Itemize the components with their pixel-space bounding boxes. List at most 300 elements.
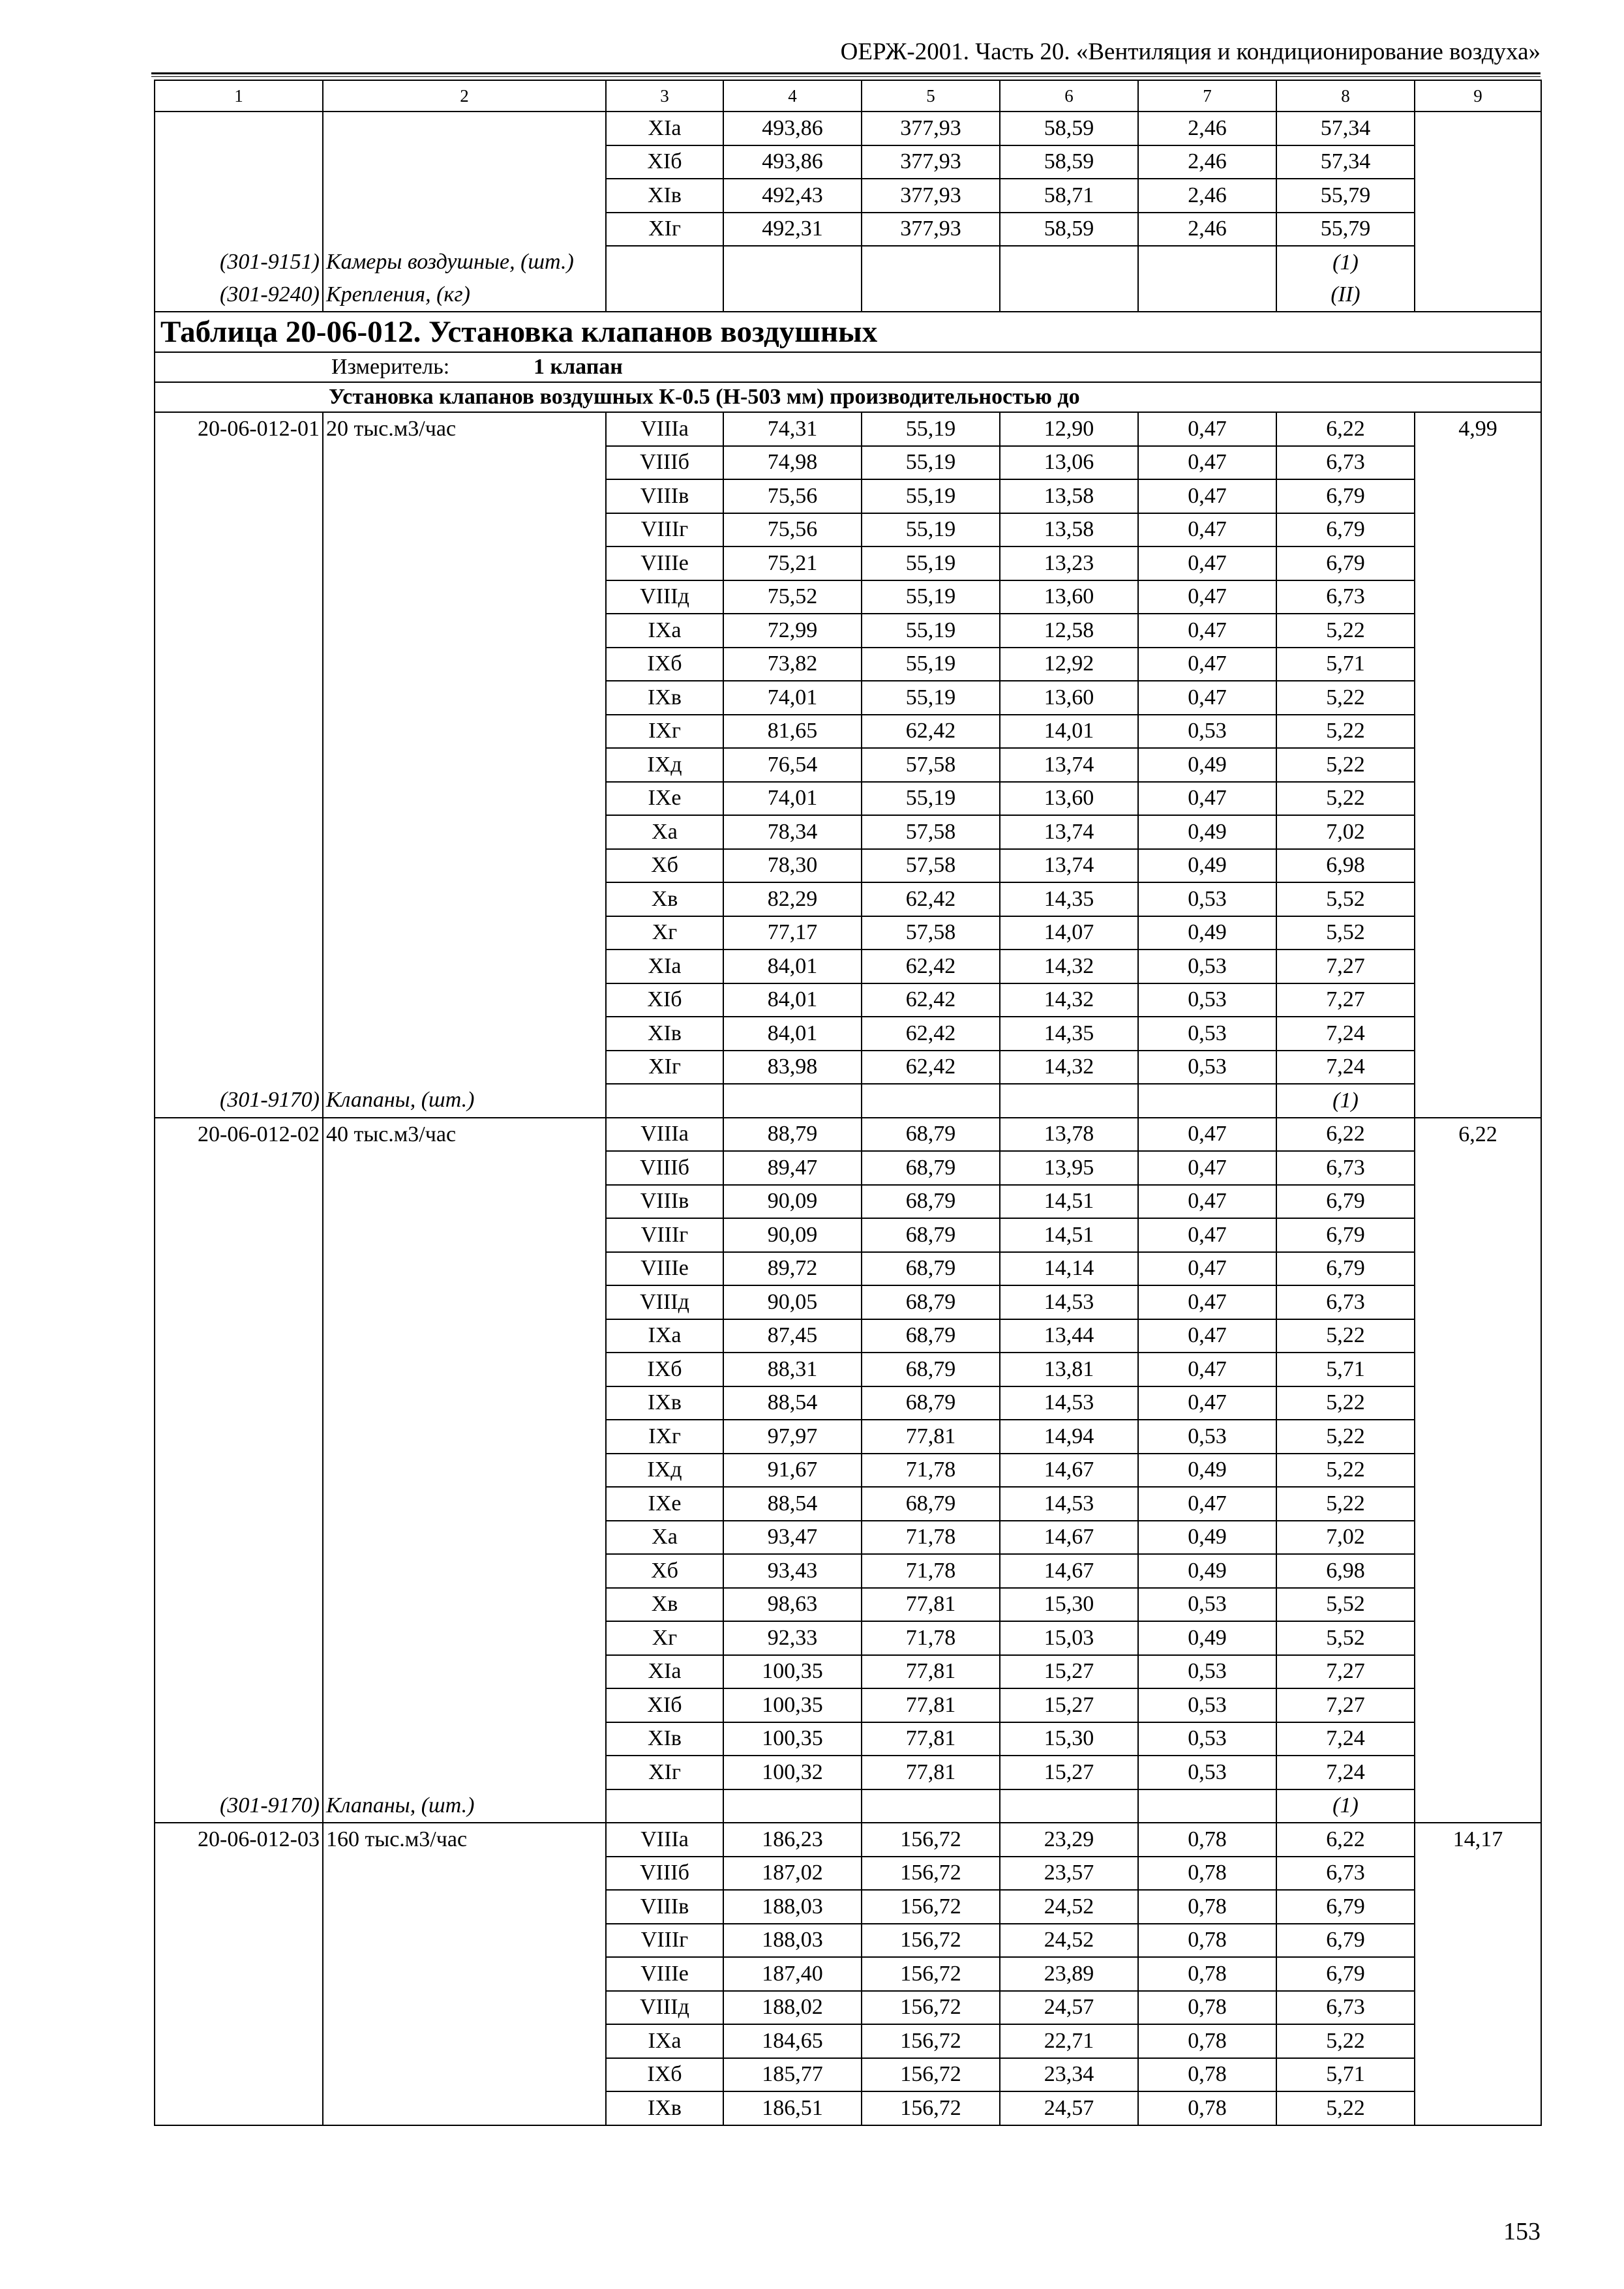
value-cell bbox=[1415, 1386, 1541, 1420]
value-cell: 6,79 bbox=[1276, 1890, 1415, 1924]
value-cell: 0,53 bbox=[1138, 950, 1276, 983]
code-cell: 20-06-012-01 bbox=[155, 412, 323, 446]
page-number: 153 bbox=[1503, 2218, 1541, 2245]
value-cell: 98,63 bbox=[723, 1588, 862, 1622]
value-cell bbox=[1415, 1588, 1541, 1622]
value-cell: 0,47 bbox=[1138, 1252, 1276, 1286]
value-cell: 24,52 bbox=[1000, 1890, 1138, 1924]
value-cell: 156,72 bbox=[862, 1924, 1000, 1958]
name-cell bbox=[323, 1017, 606, 1051]
zone-cell: XIг bbox=[606, 213, 723, 247]
value-cell: 2,46 bbox=[1138, 145, 1276, 179]
value-cell: 14,67 bbox=[1000, 1454, 1138, 1488]
material-name: Клапаны, (шт.) bbox=[323, 1084, 606, 1118]
material-name: Крепления, (кг) bbox=[323, 279, 606, 312]
meter-label: Измеритель: bbox=[331, 355, 450, 379]
value-cell: 0,53 bbox=[1138, 1722, 1276, 1756]
value-cell bbox=[1415, 179, 1541, 213]
table-row bbox=[155, 1185, 1541, 1219]
zone-cell: XIб bbox=[606, 983, 723, 1017]
name-cell bbox=[323, 782, 606, 816]
table-row bbox=[155, 1118, 1541, 1152]
value-cell bbox=[1415, 1521, 1541, 1555]
value-cell: 71,78 bbox=[862, 1521, 1000, 1555]
code-cell bbox=[155, 1655, 323, 1689]
value-cell bbox=[1415, 112, 1541, 145]
code-cell bbox=[155, 648, 323, 681]
name-cell bbox=[323, 1521, 606, 1555]
value-cell: 23,57 bbox=[1000, 1857, 1138, 1891]
zone-cell: XIa bbox=[606, 112, 723, 145]
table-row bbox=[155, 1957, 1541, 1991]
value-cell: 6,73 bbox=[1276, 1857, 1415, 1891]
name-cell bbox=[323, 916, 606, 950]
material-qty: (II) bbox=[1276, 279, 1415, 312]
value-cell: 0,53 bbox=[1138, 1051, 1276, 1085]
value-cell: 24,57 bbox=[1000, 2091, 1138, 2125]
name-cell bbox=[323, 580, 606, 614]
name-cell bbox=[323, 112, 606, 145]
value-cell: 55,79 bbox=[1276, 213, 1415, 247]
value-cell: 0,49 bbox=[1138, 748, 1276, 782]
zone-cell: IXe bbox=[606, 1487, 723, 1521]
value-cell: 62,42 bbox=[862, 1051, 1000, 1085]
table-row bbox=[155, 1252, 1541, 1286]
table-row bbox=[155, 1051, 1541, 1085]
code-cell bbox=[155, 446, 323, 480]
material-code: (301-9240) bbox=[155, 279, 323, 312]
value-cell: 58,59 bbox=[1000, 112, 1138, 145]
name-cell bbox=[323, 2091, 606, 2125]
empty-cell bbox=[1415, 246, 1541, 279]
value-cell: 5,22 bbox=[1276, 748, 1415, 782]
table-row bbox=[155, 715, 1541, 749]
value-cell: 93,47 bbox=[723, 1521, 862, 1555]
zone-cell: VIIIд bbox=[606, 1285, 723, 1319]
value-cell: 14,53 bbox=[1000, 1487, 1138, 1521]
empty-cell bbox=[723, 1084, 862, 1118]
value-cell: 23,89 bbox=[1000, 1957, 1138, 1991]
table-row bbox=[155, 213, 1541, 247]
name-cell bbox=[323, 1386, 606, 1420]
value-cell bbox=[1415, 1185, 1541, 1219]
value-cell: 0,78 bbox=[1138, 2091, 1276, 2125]
value-cell bbox=[1415, 815, 1541, 849]
zone-cell: IXг bbox=[606, 715, 723, 749]
zone-cell: Xб bbox=[606, 849, 723, 883]
value-cell bbox=[1415, 1655, 1541, 1689]
name-cell bbox=[323, 1353, 606, 1386]
value-cell: 5,52 bbox=[1276, 1588, 1415, 1622]
empty-cell bbox=[1000, 246, 1138, 279]
code-cell bbox=[155, 715, 323, 749]
table-row bbox=[155, 1588, 1541, 1622]
zone-cell: IXa bbox=[606, 614, 723, 648]
value-cell: 13,95 bbox=[1000, 1151, 1138, 1185]
value-cell: 156,72 bbox=[862, 2024, 1000, 2058]
value-cell: 0,53 bbox=[1138, 882, 1276, 916]
name-cell bbox=[323, 446, 606, 480]
value-cell: 13,44 bbox=[1000, 1319, 1138, 1353]
value-cell: 13,58 bbox=[1000, 513, 1138, 547]
value-cell: 82,29 bbox=[723, 882, 862, 916]
value-cell: 0,49 bbox=[1138, 849, 1276, 883]
name-cell bbox=[323, 849, 606, 883]
zone-cell: IXв bbox=[606, 681, 723, 715]
value-cell: 6,79 bbox=[1276, 1218, 1415, 1252]
value-cell: 5,52 bbox=[1276, 1621, 1415, 1655]
header-rule-thin bbox=[151, 76, 1541, 77]
zone-cell: VIIIa bbox=[606, 1118, 723, 1152]
table-row bbox=[155, 446, 1541, 480]
code-cell bbox=[155, 950, 323, 983]
value-cell bbox=[1415, 213, 1541, 247]
value-cell: 77,81 bbox=[862, 1756, 1000, 1789]
value-cell bbox=[1415, 1722, 1541, 1756]
zone-cell: XIг bbox=[606, 1756, 723, 1789]
zone-cell: VIIIв bbox=[606, 1185, 723, 1219]
value-cell: 6,73 bbox=[1276, 1151, 1415, 1185]
value-cell: 13,58 bbox=[1000, 479, 1138, 513]
value-cell: 156,72 bbox=[862, 1991, 1000, 2025]
table-row bbox=[155, 849, 1541, 883]
code-cell bbox=[155, 2058, 323, 2092]
value-cell: 5,22 bbox=[1276, 2024, 1415, 2058]
value-cell: 6,79 bbox=[1276, 1185, 1415, 1219]
value-cell: 88,79 bbox=[723, 1118, 862, 1152]
code-cell bbox=[155, 2091, 323, 2125]
value-cell: 15,27 bbox=[1000, 1688, 1138, 1722]
zone-cell: IXa bbox=[606, 1319, 723, 1353]
value-cell: 377,93 bbox=[862, 145, 1000, 179]
value-cell: 0,49 bbox=[1138, 1454, 1276, 1488]
code-cell bbox=[155, 546, 323, 580]
value-cell: 2,46 bbox=[1138, 179, 1276, 213]
table-row bbox=[155, 1319, 1541, 1353]
empty-cell bbox=[1138, 246, 1276, 279]
zone-cell: Xг bbox=[606, 916, 723, 950]
value-cell: 7,24 bbox=[1276, 1017, 1415, 1051]
value-cell: 14,35 bbox=[1000, 1017, 1138, 1051]
value-cell bbox=[1415, 1857, 1541, 1891]
value-cell: 15,03 bbox=[1000, 1621, 1138, 1655]
table-row bbox=[155, 748, 1541, 782]
empty-cell bbox=[723, 279, 862, 312]
table-row bbox=[155, 1353, 1541, 1386]
name-cell bbox=[323, 145, 606, 179]
value-cell: 55,19 bbox=[862, 681, 1000, 715]
value-cell bbox=[1415, 748, 1541, 782]
value-cell: 7,27 bbox=[1276, 1655, 1415, 1689]
value-cell: 0,78 bbox=[1138, 1924, 1276, 1958]
value-cell bbox=[1415, 648, 1541, 681]
value-cell: 6,98 bbox=[1276, 849, 1415, 883]
zone-cell: XIa bbox=[606, 950, 723, 983]
value-cell: 75,56 bbox=[723, 479, 862, 513]
name-cell bbox=[323, 1554, 606, 1588]
name-cell bbox=[323, 1487, 606, 1521]
code-cell bbox=[155, 1353, 323, 1386]
code-cell bbox=[155, 849, 323, 883]
table-row bbox=[155, 1756, 1541, 1789]
table-row bbox=[155, 1857, 1541, 1891]
value-cell: 73,82 bbox=[723, 648, 862, 681]
value-cell: 15,30 bbox=[1000, 1722, 1138, 1756]
name-cell bbox=[323, 1051, 606, 1085]
value-cell: 5,22 bbox=[1276, 681, 1415, 715]
zone-cell: IXб bbox=[606, 648, 723, 681]
value-cell: 0,47 bbox=[1138, 1386, 1276, 1420]
code-cell: 20-06-012-03 bbox=[155, 1823, 323, 1857]
value-cell: 14,94 bbox=[1000, 1420, 1138, 1454]
table-row bbox=[155, 479, 1541, 513]
value-cell: 75,52 bbox=[723, 580, 862, 614]
table-row bbox=[155, 2091, 1541, 2125]
value-cell: 188,03 bbox=[723, 1924, 862, 1958]
material-row bbox=[155, 1789, 1541, 1823]
code-cell bbox=[155, 1756, 323, 1789]
value-cell bbox=[1415, 479, 1541, 513]
table-row bbox=[155, 1823, 1541, 1857]
zone-cell: IXг bbox=[606, 1420, 723, 1454]
value-cell: 100,35 bbox=[723, 1688, 862, 1722]
value-cell: 24,52 bbox=[1000, 1924, 1138, 1958]
empty-cell bbox=[1138, 1789, 1276, 1823]
value-cell: 13,06 bbox=[1000, 446, 1138, 480]
value-cell: 0,78 bbox=[1138, 1991, 1276, 2025]
value-cell: 68,79 bbox=[862, 1319, 1000, 1353]
value-cell bbox=[1415, 1924, 1541, 1958]
value-cell: 74,98 bbox=[723, 446, 862, 480]
value-cell: 0,53 bbox=[1138, 1756, 1276, 1789]
value-cell: 76,54 bbox=[723, 748, 862, 782]
value-cell: 15,27 bbox=[1000, 1655, 1138, 1689]
zone-cell: XIв bbox=[606, 1722, 723, 1756]
zone-cell: Xб bbox=[606, 1554, 723, 1588]
value-cell bbox=[1415, 1957, 1541, 1991]
name-cell bbox=[323, 681, 606, 715]
zone-cell: Xa bbox=[606, 1521, 723, 1555]
value-cell: 23,34 bbox=[1000, 2058, 1138, 2092]
value-cell: 0,53 bbox=[1138, 983, 1276, 1017]
code-cell bbox=[155, 782, 323, 816]
value-cell: 12,92 bbox=[1000, 648, 1138, 681]
value-cell: 14,07 bbox=[1000, 916, 1138, 950]
value-cell bbox=[1415, 580, 1541, 614]
value-cell: 77,81 bbox=[862, 1588, 1000, 1622]
code-cell bbox=[155, 1151, 323, 1185]
value-cell: 186,23 bbox=[723, 1823, 862, 1857]
zone-cell: IXд bbox=[606, 1454, 723, 1488]
value-cell: 6,79 bbox=[1276, 479, 1415, 513]
zone-cell: IXa bbox=[606, 2024, 723, 2058]
material-code: (301-9170) bbox=[155, 1084, 323, 1118]
code-cell bbox=[155, 1319, 323, 1353]
code-cell bbox=[155, 1621, 323, 1655]
value-cell: 14,14 bbox=[1000, 1252, 1138, 1286]
value-cell: 68,79 bbox=[862, 1218, 1000, 1252]
value-cell bbox=[1415, 1890, 1541, 1924]
value-cell bbox=[1415, 1621, 1541, 1655]
zone-cell: VIIIд bbox=[606, 580, 723, 614]
value-cell: 57,34 bbox=[1276, 145, 1415, 179]
zone-cell: VIIIa bbox=[606, 1823, 723, 1857]
value-cell bbox=[1415, 681, 1541, 715]
code-cell bbox=[155, 748, 323, 782]
value-cell: 0,47 bbox=[1138, 479, 1276, 513]
name-cell bbox=[323, 983, 606, 1017]
value-cell: 6,73 bbox=[1276, 1285, 1415, 1319]
value-cell bbox=[1415, 782, 1541, 816]
value-cell: 6,22 bbox=[1276, 412, 1415, 446]
name-cell bbox=[323, 1756, 606, 1789]
value-cell bbox=[1415, 546, 1541, 580]
code-cell bbox=[155, 1688, 323, 1722]
value-cell: 156,72 bbox=[862, 1857, 1000, 1891]
value-cell: 13,74 bbox=[1000, 748, 1138, 782]
value-cell bbox=[1415, 1017, 1541, 1051]
value-cell: 13,60 bbox=[1000, 580, 1138, 614]
table-row bbox=[155, 546, 1541, 580]
value-cell: 6,79 bbox=[1276, 1252, 1415, 1286]
value-cell: 55,19 bbox=[862, 614, 1000, 648]
table-row bbox=[155, 1420, 1541, 1454]
value-cell: 90,09 bbox=[723, 1218, 862, 1252]
material-code: (301-9170) bbox=[155, 1789, 323, 1823]
empty-cell bbox=[862, 246, 1000, 279]
value-cell: 5,52 bbox=[1276, 882, 1415, 916]
value-cell: 0,47 bbox=[1138, 1151, 1276, 1185]
value-cell: 188,02 bbox=[723, 1991, 862, 2025]
value-cell: 13,74 bbox=[1000, 815, 1138, 849]
value-cell: 0,53 bbox=[1138, 1655, 1276, 1689]
value-cell: 0,47 bbox=[1138, 1487, 1276, 1521]
value-cell: 4,99 bbox=[1415, 412, 1541, 446]
table-row bbox=[155, 614, 1541, 648]
value-cell: 55,19 bbox=[862, 782, 1000, 816]
value-cell: 62,42 bbox=[862, 950, 1000, 983]
value-cell: 14,51 bbox=[1000, 1185, 1138, 1219]
zone-cell: IXe bbox=[606, 782, 723, 816]
empty-cell bbox=[862, 279, 1000, 312]
value-cell: 5,71 bbox=[1276, 2058, 1415, 2092]
value-cell: 100,35 bbox=[723, 1655, 862, 1689]
value-cell bbox=[1415, 2058, 1541, 2092]
value-cell bbox=[1415, 513, 1541, 547]
value-cell: 14,67 bbox=[1000, 1554, 1138, 1588]
name-cell bbox=[323, 179, 606, 213]
value-cell: 2,46 bbox=[1138, 112, 1276, 145]
value-cell: 12,58 bbox=[1000, 614, 1138, 648]
value-cell: 0,47 bbox=[1138, 1285, 1276, 1319]
code-cell bbox=[155, 983, 323, 1017]
material-qty: (1) bbox=[1276, 1084, 1415, 1118]
zone-cell: XIa bbox=[606, 1655, 723, 1689]
value-cell: 184,65 bbox=[723, 2024, 862, 2058]
value-cell: 75,56 bbox=[723, 513, 862, 547]
value-cell: 5,22 bbox=[1276, 1420, 1415, 1454]
zone-cell: Xa bbox=[606, 815, 723, 849]
value-cell: 68,79 bbox=[862, 1285, 1000, 1319]
value-cell: 77,81 bbox=[862, 1420, 1000, 1454]
code-cell bbox=[155, 145, 323, 179]
value-cell bbox=[1415, 446, 1541, 480]
value-cell: 14,32 bbox=[1000, 983, 1138, 1017]
zone-cell: XIг bbox=[606, 1051, 723, 1085]
value-cell: 57,58 bbox=[862, 748, 1000, 782]
value-cell: 62,42 bbox=[862, 715, 1000, 749]
table-row bbox=[155, 1151, 1541, 1185]
material-code: (301-9151) bbox=[155, 246, 323, 279]
code-cell bbox=[155, 815, 323, 849]
table-row bbox=[155, 1924, 1541, 1958]
value-cell: 0,53 bbox=[1138, 1420, 1276, 1454]
empty-cell bbox=[1415, 1789, 1541, 1823]
value-cell: 100,32 bbox=[723, 1756, 862, 1789]
zone-cell: IXд bbox=[606, 748, 723, 782]
zone-cell: XIв bbox=[606, 1017, 723, 1051]
value-cell: 5,22 bbox=[1276, 2091, 1415, 2125]
value-cell: 5,71 bbox=[1276, 1353, 1415, 1386]
name-cell bbox=[323, 1655, 606, 1689]
value-cell: 2,46 bbox=[1138, 213, 1276, 247]
empty-cell bbox=[606, 279, 723, 312]
value-cell: 78,30 bbox=[723, 849, 862, 883]
value-cell: 23,29 bbox=[1000, 1823, 1138, 1857]
running-title: ОЕРЖ-2001. Часть 20. «Вентиляция и кондиционирование воздуха» bbox=[840, 38, 1541, 65]
code-cell bbox=[155, 681, 323, 715]
value-cell: 0,47 bbox=[1138, 513, 1276, 547]
table-row bbox=[155, 1991, 1541, 2025]
value-cell bbox=[1415, 1353, 1541, 1386]
section-title-row bbox=[155, 382, 1541, 412]
value-cell: 74,01 bbox=[723, 681, 862, 715]
table-row bbox=[155, 580, 1541, 614]
column-number: 3 bbox=[606, 80, 723, 112]
norms-table bbox=[154, 80, 1542, 2126]
value-cell: 6,98 bbox=[1276, 1554, 1415, 1588]
value-cell: 55,79 bbox=[1276, 179, 1415, 213]
code-cell bbox=[155, 112, 323, 145]
value-cell: 58,59 bbox=[1000, 145, 1138, 179]
name-cell bbox=[323, 1857, 606, 1891]
zone-cell: VIIIв bbox=[606, 479, 723, 513]
value-cell: 77,81 bbox=[862, 1688, 1000, 1722]
value-cell: 156,72 bbox=[862, 1957, 1000, 1991]
column-number: 2 bbox=[323, 80, 606, 112]
value-cell: 24,57 bbox=[1000, 1991, 1138, 2025]
empty-cell bbox=[1415, 279, 1541, 312]
zone-cell: VIIIa bbox=[606, 412, 723, 446]
value-cell: 62,42 bbox=[862, 882, 1000, 916]
value-cell: 493,86 bbox=[723, 112, 862, 145]
zone-cell: Xв bbox=[606, 882, 723, 916]
material-name: Клапаны, (шт.) bbox=[323, 1789, 606, 1823]
value-cell: 0,47 bbox=[1138, 681, 1276, 715]
value-cell: 57,58 bbox=[862, 815, 1000, 849]
value-cell bbox=[1415, 145, 1541, 179]
value-cell: 14,53 bbox=[1000, 1285, 1138, 1319]
empty-cell bbox=[1415, 1084, 1541, 1118]
material-row bbox=[155, 246, 1541, 279]
table-row bbox=[155, 983, 1541, 1017]
empty-cell bbox=[862, 1789, 1000, 1823]
empty-cell bbox=[1138, 279, 1276, 312]
zone-cell: VIIIг bbox=[606, 1218, 723, 1252]
code-cell bbox=[155, 1252, 323, 1286]
value-cell: 7,02 bbox=[1276, 815, 1415, 849]
value-cell: 377,93 bbox=[862, 112, 1000, 145]
